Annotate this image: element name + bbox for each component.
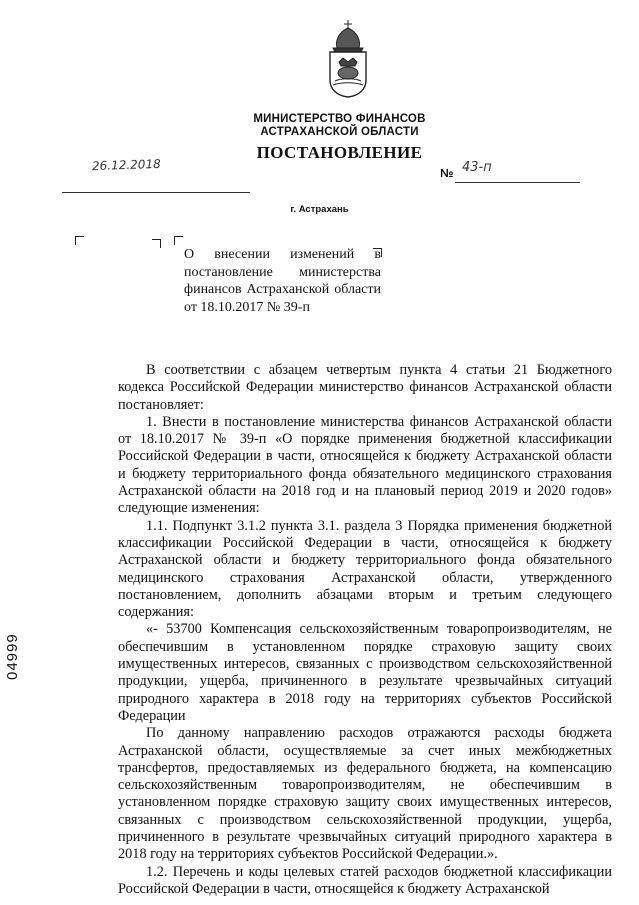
coat-of-arms-icon xyxy=(325,18,371,98)
date-handwritten: 26.12.2018 xyxy=(91,156,161,174)
body-paragraph: 1. Внести в постановление министерства финансов Астраханской области от 18.10.2017 № 39-п «О порядке применения бюджетной классификации Российской Федерации в части, относящейся к бюджету Астраханской области и бюджету территориального фонда обязательного медицинского страхования Астраханской области на 2018 год и на плановый период 2019 и 2020 годов» следующие изменения: xyxy=(118,413,612,517)
document-type-title: ПОСТАНОВЛЕНИЕ xyxy=(256,143,423,162)
document-body xyxy=(118,362,612,898)
ministry-name-line1: МИНИСТЕРСТВО ФИНАНСОВ xyxy=(253,113,426,125)
body-paragraph: В соответствии с абзацем четвертым пункта 4 статьи 21 Бюджетного кодекса Российской Федерации министерство финансов Астраханской области постановляет: xyxy=(118,362,612,413)
body-paragraph: По данному направлению расходов отражаются расходы бюджета Астраханской области, осуществляемые за счет иных межбюджетных трансфертов, предоставляемых из федерального бюджета, на компенсацию сельскохозяйственным товаропроизводителям, не обеспечившим в установленном порядке страховую защиту своих имущественных интересов, связанных с производством сельскохозяйственной продукции, ущерба, причиненного в результате чрезвычайных ситуаций природного характера в 2018 году на территориях субъектов Российской Федерации.». xyxy=(118,725,612,863)
margin-registration-number: 04999 xyxy=(4,633,21,680)
ministry-name-line2: АСТРАХАНСКОЙ ОБЛАСТИ xyxy=(260,126,419,138)
body-paragraph: 1.2. Перечень и коды целевых статей расходов бюджетной классификации Российской Федерации в части, относящейся к бюджету Астраханской xyxy=(118,863,612,897)
date-underline xyxy=(62,174,250,193)
corner-mark xyxy=(174,236,183,245)
body-paragraph: «- 53700 Компенсация сельскохозяйственным товаропроизводителям, не обеспечившим в установленном порядке страховую защиту своих имущественных интересов, связанных с производством сельскохозяйственной продукции, ущерба, причиненного в результате чрезвычайных ситуаций природного характера в 2018 году на территориях субъектов Российской Федерации xyxy=(118,621,612,724)
city-name: г. Астрахань xyxy=(290,204,349,215)
body-paragraph: 1.1. Подпункт 3.1.2 пункта 3.1. раздела 3 Порядка применения бюджетной классификации Российской Федерации в части, относящейся к бюджету Астраханской области и бюджету территориального фонда обязательного медицинского страхования Астраханской области, утвержденного постановлением, дополнить абзацами вторым и третьим следующего содержания: xyxy=(118,517,612,621)
number-handwritten: 43-п xyxy=(462,160,492,175)
corner-mark xyxy=(152,239,161,248)
number-label: № xyxy=(440,166,454,180)
document-subject: О внесении изменений в постановление министерства финансов Астраханской области от 18.10.2017 № 39-п xyxy=(184,247,381,315)
number-underline xyxy=(455,174,580,183)
corner-mark xyxy=(75,236,84,245)
